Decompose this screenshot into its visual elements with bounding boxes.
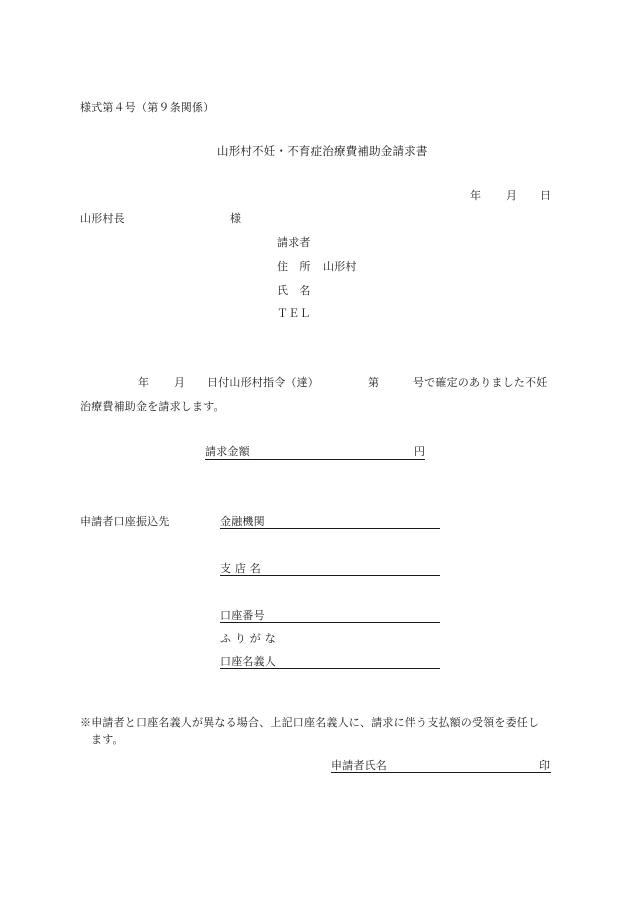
institution-field[interactable] [220,528,440,529]
account-number-field[interactable] [220,622,440,623]
furigana-label: ふ り が な [220,632,276,645]
note-line1: ※申請者と口座名義人が異なる場合、上記口座名義人に、請求に伴う支払額の受領を委任し [80,716,540,729]
body-year: 年 [138,376,150,389]
branch-label: 支 店 名 [220,562,261,575]
holder-label: 口座名義人 [220,655,276,668]
holder-field[interactable] [220,668,440,669]
bank-heading: 申請者口座振込先 [80,515,170,528]
date-day: 日 [540,189,552,202]
body-date-suffix: 日付山形村指令（達） [207,376,319,389]
addressee-name: 山形村長 [80,212,125,225]
form-number: 様式第４号（第９条関係） [80,101,215,114]
body-tail: 号で確定のありました不妊 [413,376,548,389]
document-title: 山形村不妊・不育症治療費補助金請求書 [217,144,428,158]
institution-label: 金融機関 [220,515,265,528]
address-label: 住 所 [277,260,311,273]
signature-label: 申請者氏名 [331,759,387,772]
name-label: 氏 名 [277,284,311,297]
addressee-honorific: 様 [230,212,242,225]
requester-heading: 請求者 [277,236,311,249]
body-line2: 治療費補助金を請求します。 [80,400,225,413]
address-value: 山形村 [323,260,357,273]
claim-amount-field[interactable] [205,459,425,460]
body-number-prefix: 第 [368,376,380,389]
date-year: 年 [470,189,482,202]
branch-field[interactable] [220,575,440,576]
date-month: 月 [506,189,518,202]
signature-field[interactable] [331,772,551,773]
claim-label: 請求金額 [205,445,250,458]
seal-mark: 印 [539,759,551,772]
body-month: 月 [174,376,186,389]
account-number-label: 口座番号 [220,609,265,622]
claim-unit: 円 [414,445,426,458]
tel-label: ＴＥＬ [277,307,311,320]
note-line2: ます。 [91,733,124,746]
